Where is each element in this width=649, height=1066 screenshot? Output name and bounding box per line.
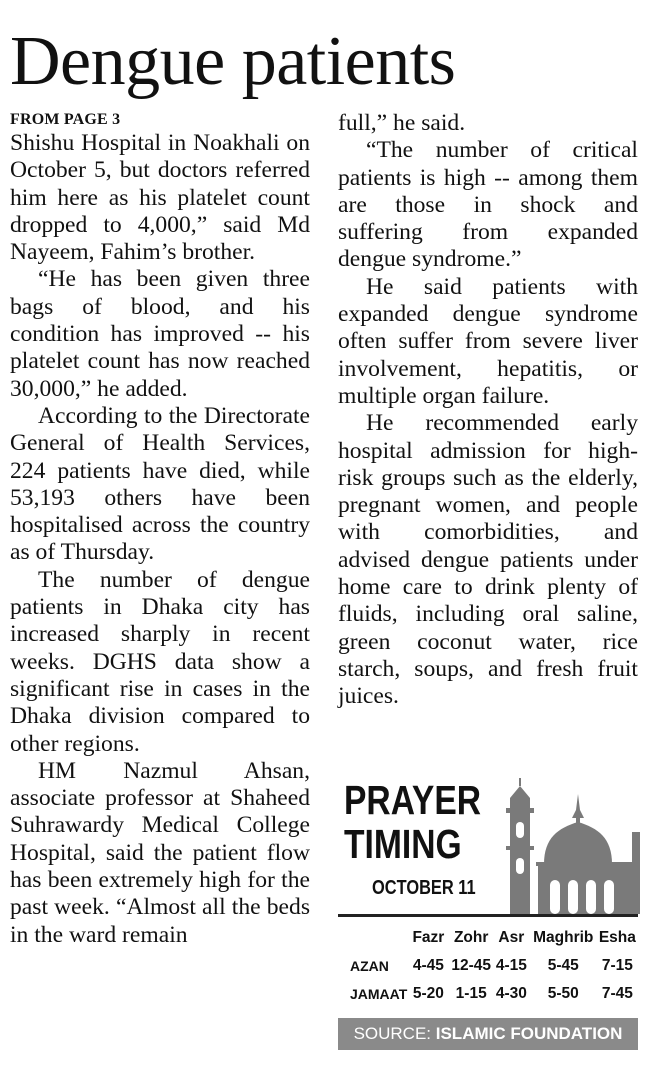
paragraph: He said patients with expanded dengue syndrome often suffer from severe liver involvement, hepatitis, or multiple organ failure. [338, 273, 638, 409]
header-asr: Asr [498, 929, 525, 946]
time-cell: 7-45 [601, 985, 633, 1002]
table-row-azan [338, 952, 638, 980]
header-esha: Esha [598, 929, 636, 946]
divider [338, 914, 638, 917]
paragraph: He recommended early hospital admission for high-risk groups such as the elderly, pregnant women, and people with comorbidities, and advised dengue patients under home care to drink plenty of fluids, including oral saline, green coconut water, rice starch, soups, and fresh fruit juices. [338, 410, 638, 710]
paragraph: The number of dengue patients in Dhaka city has increased sharply in recent weeks. DGHS data show a significant rise in cases in the Dhaka division compared to other regions. [10, 566, 310, 757]
time-cell: 4-45 [412, 957, 444, 974]
time-cell: 4-15 [495, 957, 527, 974]
from-page-label: FROM PAGE 3 [10, 111, 121, 128]
row-label: AZAN [350, 958, 389, 974]
mosque-icon [496, 772, 640, 914]
time-cell: 5-20 [412, 985, 444, 1002]
paragraph: “The number of critical patients is high -- among them are those in shock and suffering from expanded dengue syndrome.” [338, 137, 638, 273]
prayer-timing-box [338, 772, 640, 1054]
prayer-times-table [338, 924, 638, 1008]
source-label: SOURCE: [353, 1024, 436, 1043]
time-cell: 5-45 [547, 957, 579, 974]
header-maghrib: Maghrib [533, 929, 594, 946]
paragraph: Shishu Hospital in Noakhali on October 5, but doctors referred him here as his platelet count dropped to 4,000,” said Md Nayeem, Fahim’s brother. [10, 130, 310, 266]
paragraph: HM Nazmul Ahsan, associate professor at Shaheed Suhrawardy Medical College Hospital, said the patient flow has been extremely high for the past week. “Almost all the beds in the ward remain [10, 757, 310, 948]
table-row-jamaat [338, 980, 638, 1008]
article-column-right [338, 110, 638, 711]
paragraph: full,” he said. [338, 110, 466, 136]
paragraph: According to the Directorate General of Health Services, 224 patients have died, while 53,193 others have been hospitalised across the country as of Thursday. [10, 402, 310, 566]
time-cell: 7-15 [601, 957, 633, 974]
time-cell: 12-45 [451, 957, 492, 974]
prayer-date: OCTOBER 11 [372, 877, 476, 899]
headline: Dengue patients [10, 23, 456, 100]
time-cell: 1-15 [455, 985, 487, 1002]
prayer-title-line2: TIMING [344, 821, 462, 867]
paragraph: “He has been given three bags of blood, and his condition has improved -- his platelet count has now reached 30,000,” he added. [10, 266, 310, 402]
time-cell: 4-30 [495, 985, 527, 1002]
header-fazr: Fazr [412, 929, 445, 946]
source-bar [338, 1018, 638, 1050]
prayer-title [344, 777, 482, 867]
article-column-left [10, 110, 310, 949]
table-header-row [338, 924, 638, 952]
source-name: ISLAMIC FOUNDATION [435, 1024, 623, 1043]
prayer-title-line1: PRAYER [344, 777, 482, 823]
row-label: JAMAAT [350, 986, 408, 1002]
time-cell: 5-50 [547, 985, 579, 1002]
header-zohr: Zohr [453, 929, 489, 946]
